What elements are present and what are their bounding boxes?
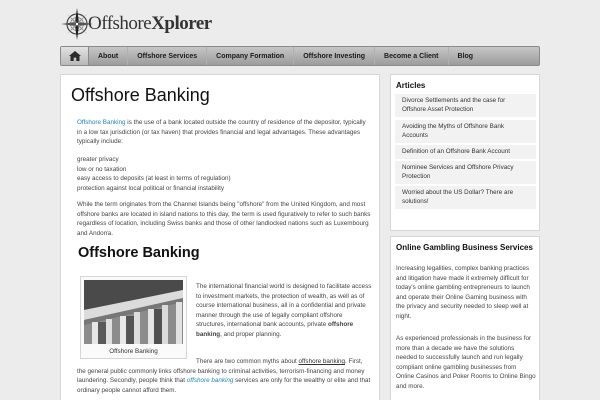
list-item: low or no taxation: [77, 165, 127, 173]
article-link[interactable]: Worried about the US Dollar? There are solutions!: [395, 186, 536, 209]
main-nav: [60, 46, 540, 66]
bank-building-image: [84, 280, 183, 344]
advantages-list: [77, 155, 372, 193]
article-link[interactable]: Definition of an Offshore Bank Account: [395, 145, 536, 159]
gambling-title: Online Gambling Business Services: [396, 243, 533, 252]
articles-widget: [390, 74, 540, 231]
list-item: greater privacy: [77, 156, 119, 163]
nav-become-a-client[interactable]: Become a Client: [375, 47, 448, 65]
article-link[interactable]: Avoiding the Myths of Offshore Bank Accounts: [395, 120, 536, 143]
nav-offshore-services[interactable]: Offshore Services: [128, 47, 207, 65]
section-title: Offshore Banking: [78, 245, 200, 261]
offshore-banking-link-2[interactable]: offshore banking: [298, 358, 345, 365]
list-item: easy access to deposits (at least in terms of regulation): [77, 175, 231, 183]
offshore-banking-italic-link[interactable]: offshore banking: [186, 377, 234, 385]
intro-paragraph: Offshore Banking is the use of a bank located outside the country of residence of the depositor, typically in a low tax jurisdiction (or tax haven) that provides financial and legal advantages. These advantages typically include:: [77, 119, 366, 146]
nav-blog[interactable]: Blog: [457, 52, 474, 60]
logo-text: OffshoreXplorer: [88, 13, 212, 34]
article-link[interactable]: Divorce Settlements and the case for Offshore Asset Protection: [395, 94, 536, 117]
article-link[interactable]: Nominee Services and Offshore Privacy Protection: [395, 161, 536, 184]
gambling-widget: [390, 236, 540, 400]
page-title: Offshore Banking: [71, 85, 210, 105]
articles-title: Articles: [396, 81, 426, 90]
financial-world-paragraph: The international financial world is designed to facilitate access to investment markets, the protection of wealth, as well as of course international business, all in a confidential and private manner through the use of legally compliant offshore structures, international bank accounts, private offshore banking, and proper planning.: [196, 283, 372, 338]
nav-company-formation[interactable]: Company Formation: [207, 47, 294, 65]
gambling-paragraph-1: Increasing legalities, complex banking practices and litigation have made it extremely difficult for today's online gambling entrepreneurs to launch and operate their Online Gaming business with the privacy and security needed to sleep well at night.: [396, 265, 530, 320]
origin-paragraph: While the term originates from the Channel Islands being "offshore" from the United Kingdom, and most offshore banks are located in island nations to this day, the term is used figuratively to refer to such banks regardless of location, including Swiss banks and those of other landlocked nations such as Luxembourg and Andorra.: [77, 201, 371, 237]
myths-paragraph: There are two common myths about offshore banking. First, the general public commonly links offshore banking to criminal activities, terrorism-financing and money laundering. Secondly, people think that offshore banking services are only for the wealthy or elite and that ordinary people cannot afford them.: [77, 358, 371, 394]
figure-caption: Offshore Banking: [109, 348, 158, 355]
main-content: [60, 74, 380, 400]
offshore-banking-link[interactable]: Offshore Banking: [77, 119, 126, 126]
gambling-paragraph-2: As experienced professionals in the business for more than a decade we have the solutions needed to successfully launch and run legally compliant online gambling businesses from Online Casinos and Poker Rooms to Online Bingo and more.: [396, 335, 536, 390]
site-logo[interactable]: [60, 8, 212, 40]
nav-about[interactable]: About: [89, 47, 128, 65]
list-item: protection against local political or financial instability: [77, 184, 225, 192]
nav-home[interactable]: [61, 47, 89, 65]
home-icon: [69, 51, 81, 61]
nav-offshore-investing[interactable]: Offshore Investing: [294, 47, 375, 65]
banking-figure: [80, 276, 187, 359]
